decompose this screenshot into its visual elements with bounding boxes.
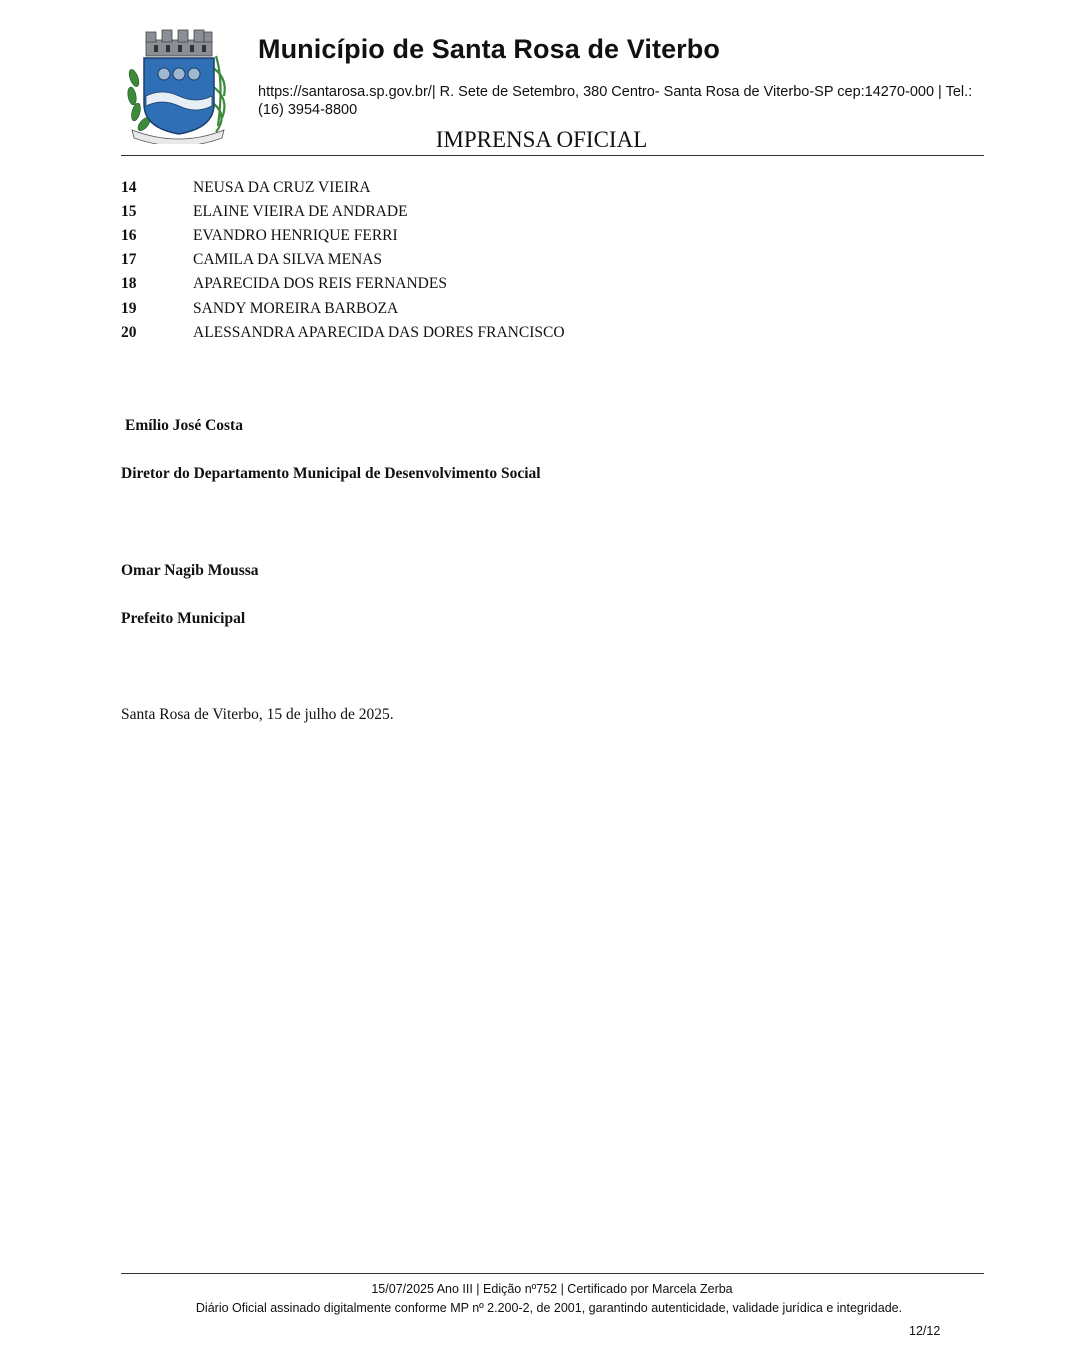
- footer-edition: 15/07/2025 Ano III | Edição nº752 | Certificado por Marcela Zerba: [371, 1282, 733, 1296]
- list-item-number: 16: [121, 227, 137, 245]
- signatory-role-director: Diretor do Departamento Municipal de Desenvolvimento Social: [121, 465, 541, 482]
- signatory-role-mayor: Prefeito Municipal: [121, 610, 246, 627]
- page-number: 12/12: [909, 1324, 941, 1338]
- footer-certification: Diário Oficial assinado digitalmente conforme MP nº 2.200-2, de 2001, garantindo autenticidade, validade jurídica e integridade.: [195, 1301, 903, 1315]
- name-list: [121, 176, 821, 345]
- list-item: [121, 272, 821, 296]
- section-title: IMPRENSA OFICIAL: [435, 127, 648, 152]
- list-item-number: 14: [121, 179, 137, 197]
- list-item-number: 20: [121, 323, 137, 341]
- signatory-name-director: Emílio José Costa: [125, 417, 243, 434]
- date-line: Santa Rosa de Viterbo, 15 de julho de 2025.: [121, 706, 394, 723]
- list-item-name: NEUSA DA CRUZ VIEIRA: [193, 179, 371, 197]
- list-item: [121, 176, 821, 200]
- page-title: Município de Santa Rosa de Viterbo: [258, 34, 720, 64]
- contact-info: https://santarosa.sp.gov.br/| R. Sete de Setembro, 380 Centro- Santa Rosa de Viterbo-SP cep:14270-000 | Tel.: (16) 3954-8800: [258, 84, 973, 118]
- header-divider: [121, 155, 984, 156]
- list-item-name: EVANDRO HENRIQUE FERRI: [193, 227, 398, 245]
- signatory-name-mayor: Omar Nagib Moussa: [121, 562, 259, 579]
- list-item: [121, 296, 821, 320]
- list-item: [121, 200, 821, 224]
- list-item: [121, 224, 821, 248]
- list-item: [121, 248, 821, 272]
- list-item: [121, 321, 821, 345]
- list-item-name: ELAINE VIEIRA DE ANDRADE: [193, 203, 408, 221]
- list-item-name: APARECIDA DOS REIS FERNANDES: [193, 275, 447, 293]
- list-item-number: 17: [121, 251, 137, 269]
- list-item-number: 15: [121, 203, 137, 221]
- list-item-number: 18: [121, 275, 137, 293]
- list-item-number: 19: [121, 299, 137, 317]
- footer-divider: [121, 1273, 984, 1274]
- list-item-name: ALESSANDRA APARECIDA DAS DORES FRANCISCO: [193, 323, 565, 341]
- list-item-name: CAMILA DA SILVA MENAS: [193, 251, 383, 269]
- list-item-name: SANDY MOREIRA BARBOZA: [193, 299, 399, 317]
